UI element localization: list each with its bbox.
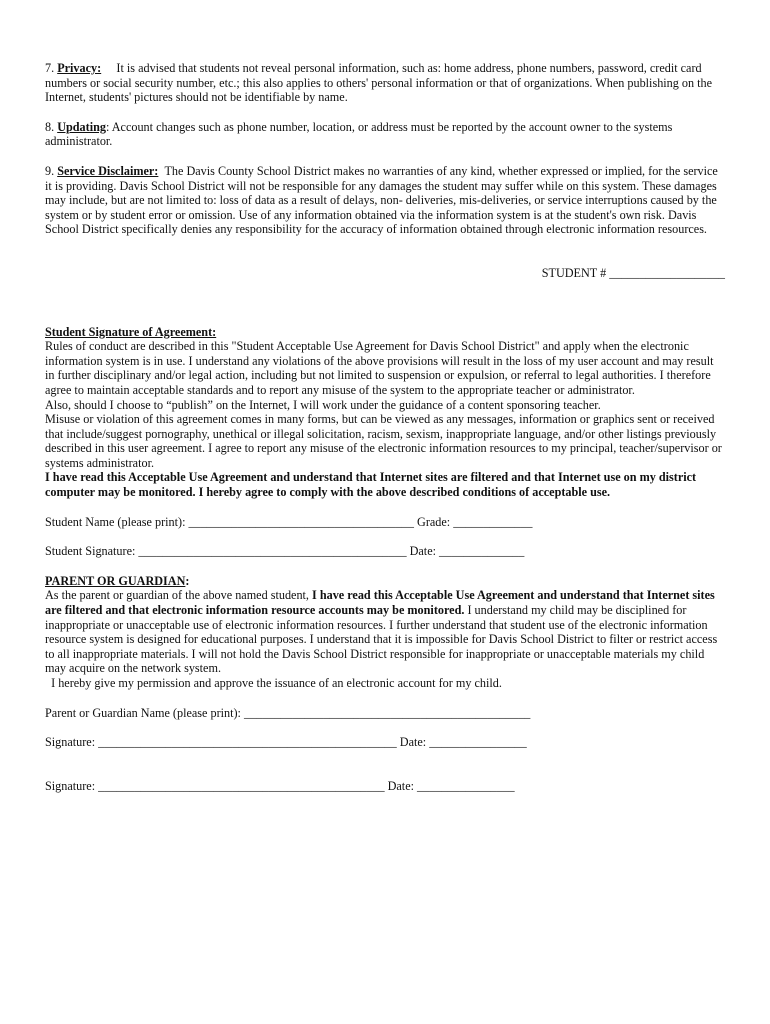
parent-section (45, 574, 725, 676)
student-agreement-para1: Rules of conduct are described in this "Student Acceptable Use Agreement for Davis School District" and apply when the electronic information system is in use. I understand any violations of the above provisions will result in the loss of my user account and may result in further disciplinary and/or legal action, including but not limited to suspension or expulsion, or referral to legal authorities. I therefore agree to maintain acceptable standards and to report any misuse of the system to the appropriate teacher or administrator. (45, 339, 714, 397)
privacy-body: It is advised that students not reveal personal information, such as: home address, phone numbers, password, credit card numbers or social security number, etc.; this also applies to others' personal information or that of organizations. When publishing on the Internet, students' pictures should not be identifiable by name. (45, 61, 713, 105)
student-agreement-para3: Misuse or violation of this agreement comes in many forms, but can be viewed as any messages, information or graphics sent or received that include/suggest pornography, unethical or illegal solicitation, racism, sexism, inappropriate language, and/or other listings previously described in this user agreement. I agree to report any misuse of the electronic information resources to my principal, teacher/supervisor or systems administrator. (45, 412, 722, 470)
parent-body: I understand my child may be disciplined for inappropriate or unacceptable use of electronic information resources. I further understand that student use of the electronic information resource system is designed for educational purposes. I understand that it is impossible for Davis School District to filter or restrict access to all inappropriate materials. I will not hold the Davis School District responsible for inappropriate or unacceptable materials my child may acquire on the network system. (45, 603, 718, 676)
student-agreement-para2: Also, should I choose to “publish” on the Internet, I will work under the guidance of a content sponsoring teacher. (45, 397, 601, 412)
disclaimer-heading: Service Disclaimer: (57, 163, 159, 178)
disclaimer-section (45, 164, 725, 237)
parent-intro: As the parent or guardian of the above named student, (45, 588, 313, 603)
student-agreement-heading: Student Signature of Agreement: (45, 324, 217, 339)
student-name-field[interactable]: Student Name (please print): _____________________________________ Grade: _____________ (45, 514, 533, 529)
parent-bold-statement: I have read this Acceptable Use Agreement and understand that Internet sites are filtered and that electronic information resource accounts may be monitored. (45, 588, 715, 618)
parent-heading-colon: : (185, 573, 190, 588)
parent-name-field[interactable]: Parent or Guardian Name (please print): _______________________________________________ (45, 705, 531, 720)
updating-section (45, 120, 725, 149)
student-number-line (45, 266, 725, 281)
disclaimer-number: 9. (45, 163, 55, 178)
parent-permission: I hereby give my permission and approve the issuance of an electronic account for my child. (45, 676, 502, 690)
disclaimer-body: The Davis County School District makes no warranties of any kind, whether expressed or implied, for the service it is providing. Davis School District will not be responsible for any damages the student may suffer while on this system. These damages may include, but are not limited to: loss of data as a result of delays, non- deliveries, mis-deliveries, or service interruptions caused by the system or by student error or omission. Use of any information obtained via the information system is at the student's own risk. Davis School District specifically denies any responsibility for the accuracy of information obtained through electronic information resources. (45, 163, 718, 237)
student-number-field[interactable]: ___________________ (609, 265, 725, 280)
student-agreement-statement: I have read this Acceptable Use Agreement and understand that Internet sites are filtered and that Internet use on my district computer may be monitored. I hereby agree to comply with the above described conditions of acceptable use. (45, 470, 697, 500)
updating-number: 8. (45, 119, 55, 134)
privacy-heading: Privacy: (57, 61, 102, 75)
document-page (45, 61, 725, 793)
updating-heading: Updating (57, 119, 106, 134)
parent-signature1-field[interactable]: Signature: _________________________________________________ Date: ________________ (45, 735, 527, 750)
student-signature-field[interactable]: Student Signature: ____________________________________________ Date: ______________ (45, 544, 525, 559)
updating-body: : Account changes such as phone number, location, or address must be reported by the account owner to the systems administrator. (45, 119, 673, 149)
privacy-section (45, 61, 725, 105)
parent-heading: PARENT OR GUARDIAN (45, 573, 186, 588)
student-number-label: STUDENT # (541, 265, 607, 280)
privacy-number: 7. (45, 61, 55, 75)
parent-signature2-field[interactable]: Signature: _______________________________________________ Date: ________________ (45, 778, 515, 793)
